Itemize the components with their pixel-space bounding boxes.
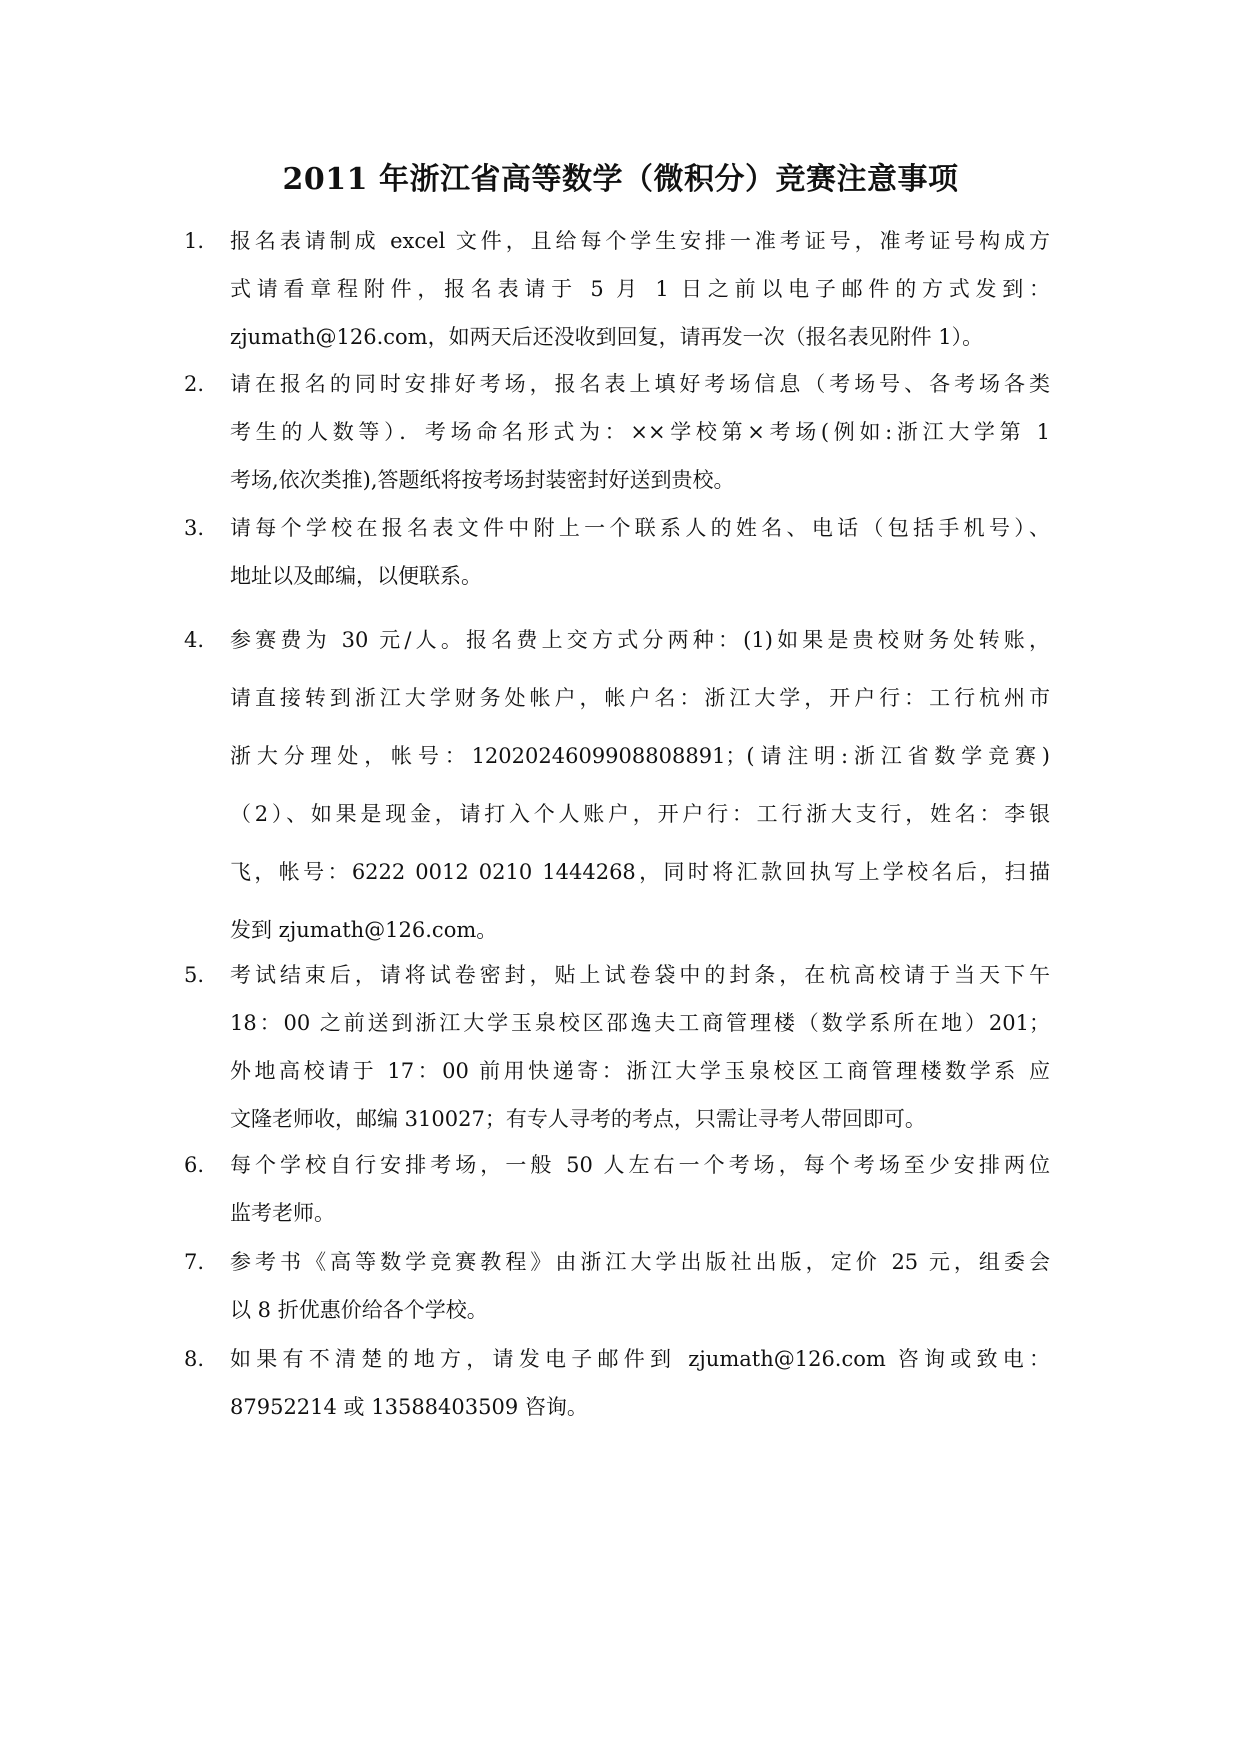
item-text-line: 请直接转到浙江大学财务处帐户，帐户名：浙江大学，开户行：工行杭州市 (230, 686, 1050, 710)
item-text-line: 18：00 之前送到浙江大学玉泉校区邵逸夫工商管理楼（数学系所在地）201； (230, 1011, 1050, 1035)
item-text-line: 请每个学校在报名表文件中附上一个联系人的姓名、电话（包括手机号）、 (230, 516, 1050, 540)
item-text-line: 报名表请制成 excel 文件，且给每个学生安排一准考证号，准考证号构成方 (230, 229, 1050, 253)
item-number: 8. (184, 1347, 205, 1371)
item-text-line: 如果有不清楚的地方，请发电子邮件到 zjumath@126.com 咨询或致电： (230, 1347, 1050, 1371)
item-number: 3. (184, 516, 205, 540)
item-number: 7. (184, 1250, 205, 1274)
item-number: 1. (184, 229, 205, 253)
item-text-line: zjumath@126.com，如两天后还没收到回复，请再发一次（报名表见附件 1）。 (230, 325, 984, 349)
item-text-line: 外地高校请于 17：00 前用快递寄：浙江大学玉泉校区工商管理楼数学系 应 (230, 1059, 1050, 1083)
item-number: 4. (184, 628, 205, 652)
item-text-line: 请在报名的同时安排好考场，报名表上填好考场信息（考场号、各考场各类 (230, 372, 1050, 396)
item-text-line: 87952214 或 13588403509 咨询。 (230, 1395, 588, 1419)
item-text-line: 参考书《高等数学竞赛教程》由浙江大学出版社出版，定价 25 元，组委会 (230, 1250, 1050, 1274)
item-text-line: 发到 zjumath@126.com。 (230, 918, 498, 942)
item-text-line: （2）、如果是现金，请打入个人账户，开户行：工行浙大支行，姓名：李银 (230, 802, 1050, 826)
item-text-line: 监考老师。 (230, 1201, 335, 1225)
item-text-line: 浙大分理处，帐号：1202024609908808891；(请注明:浙江省数学竞赛) (230, 744, 1050, 768)
item-text-line: 参赛费为 30 元/人。报名费上交方式分两种：(1)如果是贵校财务处转账， (230, 628, 1050, 652)
item-text-line: 式请看章程附件，报名表请于 5 月 1 日之前以电子邮件的方式发到： (230, 277, 1050, 301)
document-title: 2011 年浙江省高等数学（微积分）竞赛注意事项 (282, 162, 959, 197)
item-number: 5. (184, 963, 205, 987)
item-text-line: 地址以及邮编，以便联系。 (230, 564, 482, 588)
item-text-line: 考试结束后，请将试卷密封，贴上试卷袋中的封条，在杭高校请于当天下午 (230, 963, 1050, 987)
item-text-line: 考生的人数等）．考场命名形式为：××学校第×考场(例如:浙江大学第 1 (230, 420, 1050, 444)
item-text-line: 飞，帐号：6222 0012 0210 1444268，同时将汇款回执写上学校名后，扫描 (230, 860, 1050, 884)
item-text-line: 文隆老师收，邮编 310027；有专人寻考的考点，只需让寻考人带回即可。 (230, 1107, 926, 1131)
item-text-line: 考场,依次类推),答题纸将按考场封装密封好送到贵校。 (230, 468, 735, 492)
item-text-line: 每个学校自行安排考场，一般 50 人左右一个考场，每个考场至少安排两位 (230, 1153, 1050, 1177)
item-number: 2. (184, 372, 205, 396)
item-text-line: 以 8 折优惠价给各个学校。 (230, 1298, 488, 1322)
item-number: 6. (184, 1153, 205, 1177)
